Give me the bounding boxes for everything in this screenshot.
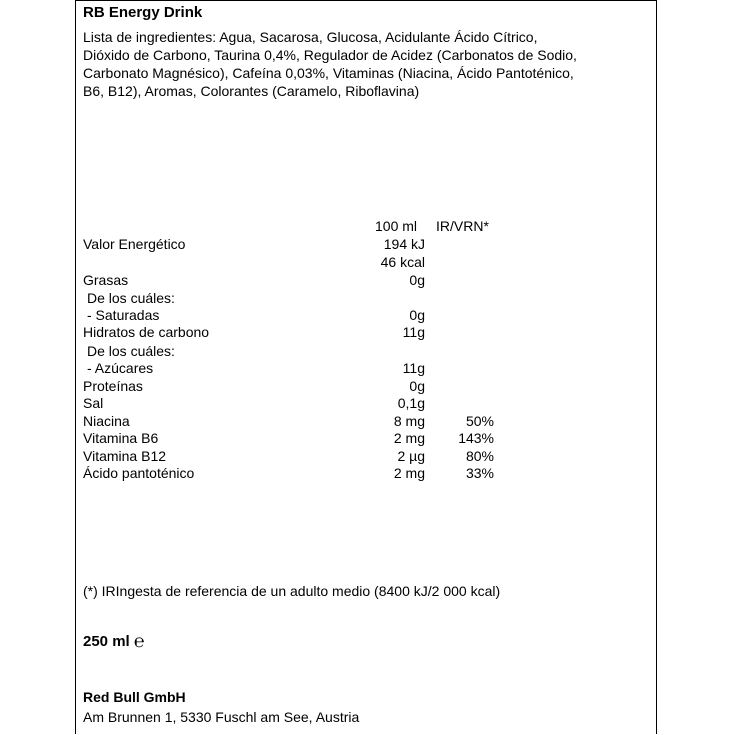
- net-volume: [83, 633, 145, 650]
- nutrient-value: 0g: [409, 378, 425, 394]
- nutrient-name: Vitamina B12: [83, 448, 167, 464]
- ingredients-line: B6, B12), Aromas, Colorantes (Caramelo, Riboflavina): [83, 83, 420, 99]
- header-per-100ml: 100 ml: [375, 218, 418, 234]
- nutrient-value: 2 µg: [397, 448, 425, 464]
- nutrient-name: - Azúcares: [87, 360, 154, 376]
- reference-intake-footnote: (*) IRIngesta de referencia de un adulto medio (8400 kJ/2 000 kcal): [83, 583, 501, 599]
- nutrient-name: Ácido pantoténico: [83, 465, 195, 481]
- product-name: RB Energy Drink: [83, 4, 203, 21]
- manufacturer-address: Am Brunnen 1, 5330 Fuschl am See, Austria: [83, 709, 360, 725]
- nutrient-value: 0,1g: [397, 395, 425, 411]
- nutrient-name: Niacina: [83, 413, 130, 429]
- nutrient-value: 194 kJ: [383, 236, 425, 252]
- nutrient-name: Vitamina B6: [83, 430, 159, 446]
- nutrient-reference-pct: 143%: [458, 430, 494, 446]
- nutrient-subheading: De los cuáles:: [87, 290, 175, 306]
- nutrient-value: 46 kcal: [380, 254, 425, 270]
- ingredients-line: Dióxido de Carbono, Taurina 0,4%, Regulador de Acidez (Carbonatos de Sodio,: [83, 47, 577, 63]
- ingredients-line: Carbonato Magnésico), Cafeína 0,03%, Vitaminas (Niacina, Ácido Pantoténico,: [83, 65, 574, 81]
- estimated-sign-icon: ℮: [133, 631, 145, 651]
- nutrient-value: 0g: [409, 307, 425, 323]
- nutrient-value: 11g: [402, 324, 425, 340]
- nutrient-name: Proteínas: [83, 378, 143, 394]
- nutrient-reference-pct: 33%: [465, 465, 494, 481]
- nutrient-value: 8 mg: [393, 413, 425, 429]
- nutrient-value: 2 mg: [393, 430, 425, 446]
- nutrient-name: Hidratos de carbono: [83, 324, 210, 340]
- ingredients-line: Lista de ingredientes: Agua, Sacarosa, Glucosa, Acidulante Ácido Cítrico,: [83, 29, 538, 45]
- nutrient-name: Grasas: [83, 272, 129, 288]
- nutrient-value: 0g: [409, 272, 425, 288]
- header-reference-intake: IR/VRN*: [436, 218, 489, 234]
- nutrient-name: Valor Energético: [83, 236, 186, 252]
- nutrient-name: Sal: [83, 395, 104, 411]
- nutrient-value: 2 mg: [393, 465, 425, 481]
- manufacturer-name: Red Bull GmbH: [83, 689, 186, 705]
- nutrient-value: 11g: [402, 360, 425, 376]
- nutrient-name: - Saturadas: [87, 307, 160, 323]
- nutrient-reference-pct: 50%: [465, 413, 494, 429]
- nutrient-reference-pct: 80%: [465, 448, 494, 464]
- volume-text: 250 ml: [83, 633, 130, 650]
- nutrient-subheading: De los cuáles:: [87, 343, 175, 359]
